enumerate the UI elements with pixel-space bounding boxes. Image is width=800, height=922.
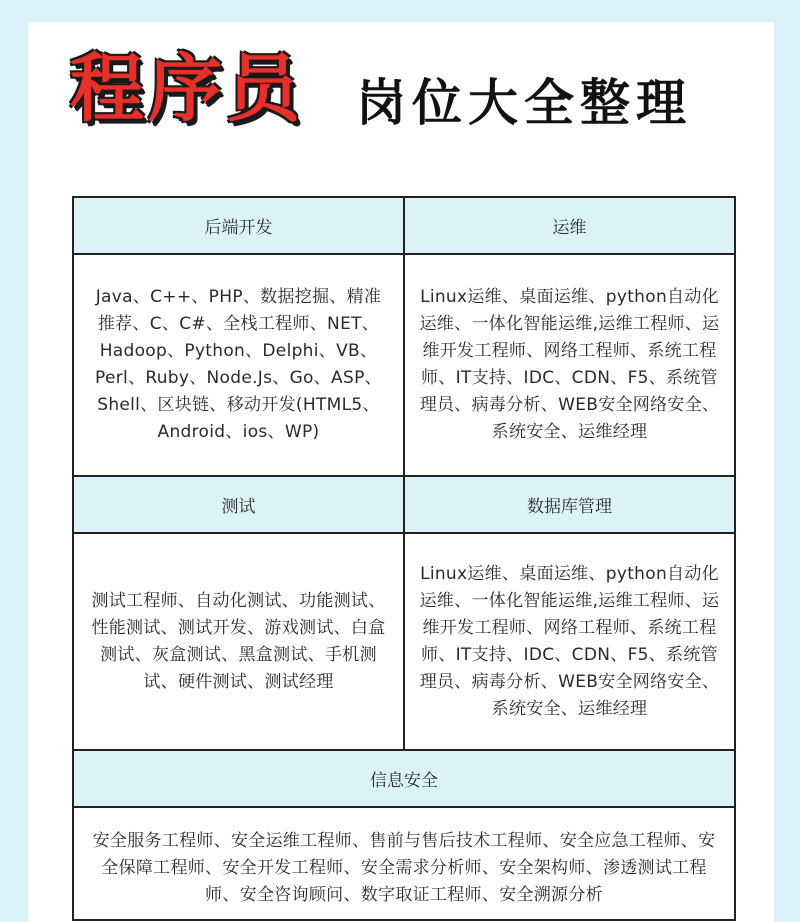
- table-row: [73, 750, 735, 807]
- heading-testing: 测试: [73, 476, 404, 533]
- content-backend: Java、C++、PHP、数据挖掘、精准推荐、C、C#、全栈工程师、NET、Hadoop、Python、Delphi、VB、Perl、Ruby、Node.Js、Go、ASP、Shell、区块链、移动开发(HTML5、Android、ios、WP): [73, 254, 404, 476]
- heading-security: 信息安全: [73, 750, 735, 807]
- content-database: Linux运维、桌面运维、python自动化运维、一体化智能运维,运维工程师、运维开发工程师、网络工程师、系统工程师、IT支持、IDC、CDN、F5、系统管理员、病毒分析、WEB安全网络安全、系统安全、运维经理: [404, 533, 735, 750]
- title-main: 程序员: [70, 46, 304, 132]
- table-row: [73, 197, 735, 254]
- content-security: 安全服务工程师、安全运维工程师、售前与售后技术工程师、安全应急工程师、安全保障工程师、安全开发工程师、安全需求分析师、安全架构师、渗透测试工程师、安全咨询顾问、数字取证工程师、安全溯源分析: [73, 807, 735, 920]
- heading-backend: 后端开发: [73, 197, 404, 254]
- table-row: [73, 476, 735, 533]
- heading-ops: 运维: [404, 197, 735, 254]
- title-sub: 岗位大全整理: [356, 74, 692, 132]
- title-banner: [28, 22, 774, 192]
- table-row: [73, 254, 735, 476]
- content-testing: 测试工程师、自动化测试、功能测试、性能测试、测试开发、游戏测试、白盒测试、灰盒测试、黑盒测试、手机测试、硬件测试、测试经理: [73, 533, 404, 750]
- job-roles-table: [72, 196, 736, 921]
- table-row: [73, 807, 735, 920]
- content-ops: Linux运维、桌面运维、python自动化运维、一体化智能运维,运维工程师、运维开发工程师、网络工程师、系统工程师、IT支持、IDC、CDN、F5、系统管理员、病毒分析、WEB安全网络安全、系统安全、运维经理: [404, 254, 735, 476]
- table-row: [73, 533, 735, 750]
- poster-card: [28, 22, 774, 922]
- heading-database: 数据库管理: [404, 476, 735, 533]
